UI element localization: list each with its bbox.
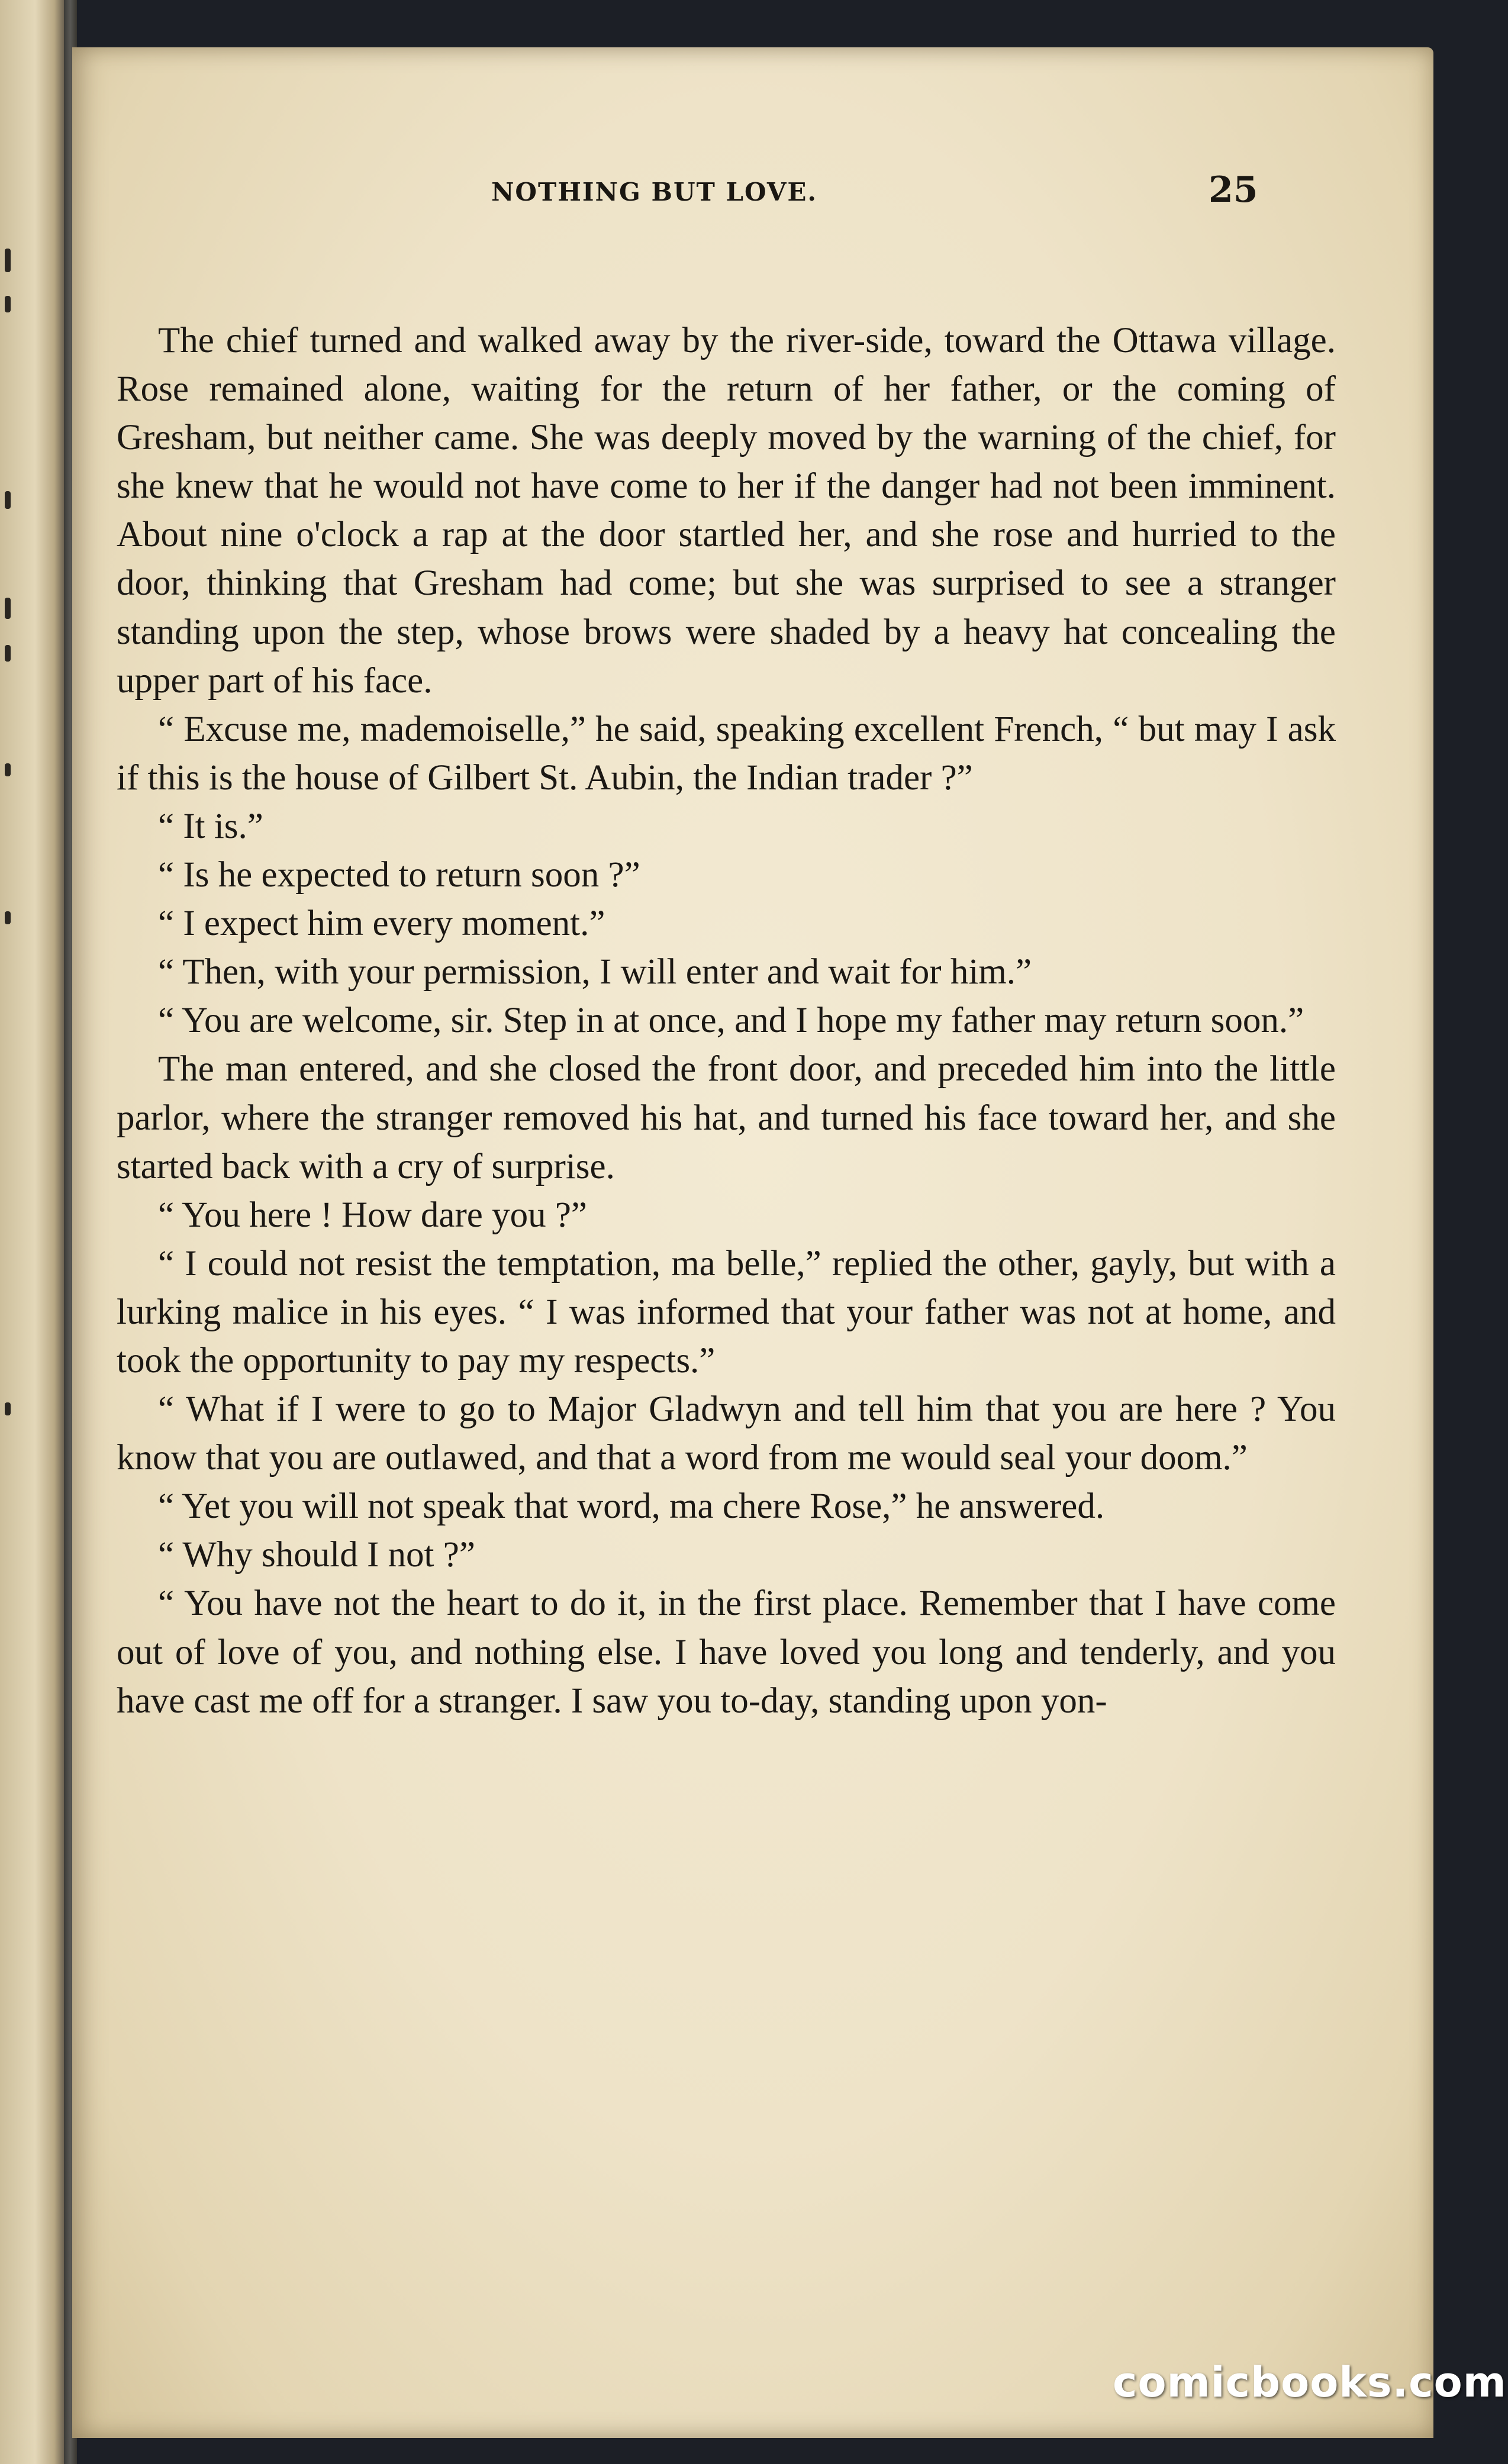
running-head: NOTHING BUT LOVE. xyxy=(491,178,818,207)
facing-page-ink-mark xyxy=(5,1402,11,1415)
paragraph: “ You have not the heart to do it, in the first place. Remember that I have come out of love of you, and nothing else. I have loved you long and tenderly, and you have cast me off for a stranger. I saw you to-day, standing upon yon- xyxy=(117,1583,1336,1721)
facing-page-ink-mark xyxy=(5,598,11,619)
paragraph: The man entered, and she closed the front door, and preceded him into the little parlor, where the stranger removed his hat, and turned his face toward her, and she started back with a cry of surprise. xyxy=(117,1049,1336,1186)
page-number: 25 xyxy=(1209,169,1258,211)
facing-page-ink-mark xyxy=(5,645,11,662)
paragraph: “ Then, with your permission, I will enter and wait for him.” xyxy=(158,952,1032,992)
paragraph: “ Yet you will not speak that word, ma chere Rose,” he answered. xyxy=(158,1486,1105,1527)
paragraph: “ What if I were to go to Major Gladwyn and tell him that you are here ? You know that you are outlawed, and that a word from me would seal your doom.” xyxy=(117,1389,1336,1478)
paragraph: “ I expect him every moment.” xyxy=(158,904,605,944)
page-header xyxy=(72,169,1433,225)
facing-page-edge xyxy=(0,0,64,2464)
paragraph: “ You here ! How dare you ?” xyxy=(158,1195,588,1235)
body-text xyxy=(117,317,1336,1726)
facing-page-ink-mark xyxy=(5,249,11,272)
paragraph: “ It is.” xyxy=(158,806,263,846)
facing-page-ink-mark xyxy=(5,296,11,312)
paragraph: “ Why should I not ?” xyxy=(158,1535,475,1575)
watermark: comicbooks.com xyxy=(1113,2358,1507,2407)
facing-page-ink-mark xyxy=(5,763,11,776)
paragraph: “ You are welcome, sir. Step in at once, and I hope my father may return soon.” xyxy=(158,1001,1304,1041)
paragraph: The chief turned and walked away by the river-side, toward the Ottawa village. Rose remained alone, waiting for the return of her father, or the coming of Gresham, but neither came. She was deeply moved by the warning of the chief, for she knew that he would not have come to her if the danger had not been imminent. About nine o'clock a rap at the door startled her, and she rose and hurried to the door, thinking that Gresham had come; but she was surprised to see a stranger standing upon the step, whose brows were shaded by a heavy hat concealing the upper part of his face. xyxy=(117,321,1336,701)
paragraph: “ Excuse me, mademoiselle,” he said, speaking excellent French, “ but may I ask if this is the house of Gilbert St. Aubin, the Indian trader ?” xyxy=(117,709,1336,798)
paragraph: “ I could not resist the temptation, ma belle,” replied the other, gayly, but with a lurking malice in his eyes. “ I was informed that your father was not at home, and took the opportunity to pay my respects.” xyxy=(117,1243,1336,1381)
facing-page-ink-mark xyxy=(5,491,11,509)
book-page xyxy=(72,47,1433,2438)
facing-page-ink-mark xyxy=(5,911,11,924)
paragraph: “ Is he expected to return soon ?” xyxy=(158,855,640,895)
